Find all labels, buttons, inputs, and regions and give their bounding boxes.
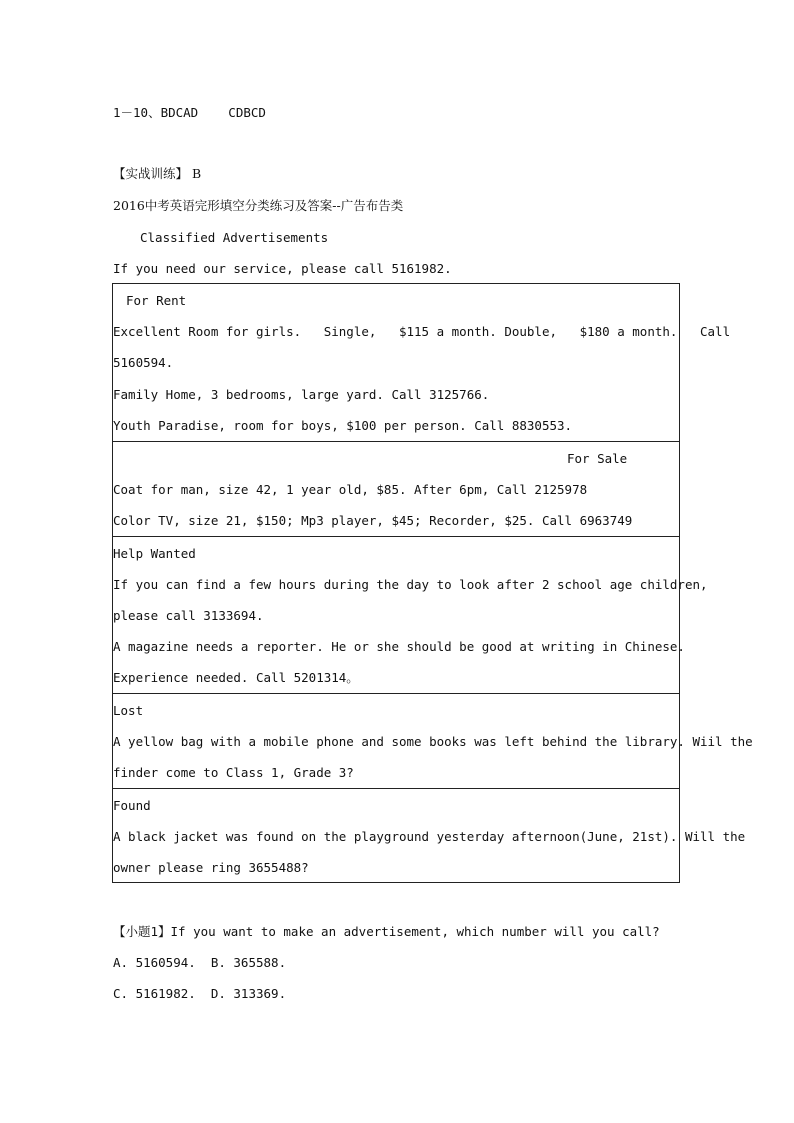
found-line-2: owner please ring 3655488? bbox=[113, 860, 309, 875]
for-rent-line-3: Family Home, 3 bedrooms, large yard. Call 3125766. bbox=[113, 387, 490, 402]
lost-heading: Lost bbox=[113, 703, 144, 718]
document-title: 2016中考英语完形填空分类练习及答案--广告布告类 bbox=[113, 198, 404, 213]
row-divider bbox=[113, 536, 679, 537]
for-rent-line-2: 5160594. bbox=[113, 355, 174, 370]
help-wanted-heading: Help Wanted bbox=[113, 546, 196, 561]
practice-heading: 【实战训练】 B bbox=[113, 166, 202, 181]
row-divider bbox=[113, 788, 679, 789]
for-rent-line-4: Youth Paradise, room for boys, $100 per person. Call 8830553. bbox=[113, 418, 573, 433]
help-wanted-line-4: Experience needed. Call 5201314。 bbox=[113, 670, 359, 685]
answers-line: 1－10、BDCAD CDBCD bbox=[113, 105, 266, 120]
help-wanted-line-2: please call 3133694. bbox=[113, 608, 264, 623]
help-wanted-line-1: If you can find a few hours during the day to look after 2 school age children, bbox=[113, 577, 708, 592]
for-rent-heading: For Rent bbox=[126, 293, 187, 308]
found-line-1: A black jacket was found on the playground yesterday afternoon(June, 21st). Will the bbox=[113, 829, 746, 844]
found-heading: Found bbox=[113, 798, 151, 813]
help-wanted-line-3: A magazine needs a reporter. He or she should be good at writing in Chinese. bbox=[113, 639, 685, 654]
row-divider bbox=[113, 693, 679, 694]
for-sale-heading: For Sale bbox=[567, 451, 628, 466]
for-sale-line-2: Color TV, size 21, $150; Mp3 player, $45; Recorder, $25. Call 6963749 bbox=[113, 513, 633, 528]
lost-line-2: finder come to Class 1, Grade 3? bbox=[113, 765, 354, 780]
question-stem: 【小题1】If you want to make an advertisement, which number will you call? bbox=[113, 924, 660, 939]
service-line: If you need our service, please call 5161982. bbox=[113, 261, 452, 276]
for-rent-line-1: Excellent Room for girls. Single, $115 a month. Double, $180 a month. Call bbox=[113, 324, 731, 339]
row-divider bbox=[113, 441, 679, 442]
classified-ads-table bbox=[112, 283, 753, 883]
for-sale-line-1: Coat for man, size 42, 1 year old, $85. After 6pm, Call 2125978 bbox=[113, 482, 588, 497]
ad-title: Classified Advertisements bbox=[140, 230, 329, 245]
lost-line-1: A yellow bag with a mobile phone and some books was left behind the library. Wiil the bbox=[113, 734, 753, 749]
question-options-row-1: A. 5160594. B. 365588. bbox=[113, 955, 287, 970]
question-options-row-2: C. 5161982. D. 313369. bbox=[113, 986, 287, 1001]
